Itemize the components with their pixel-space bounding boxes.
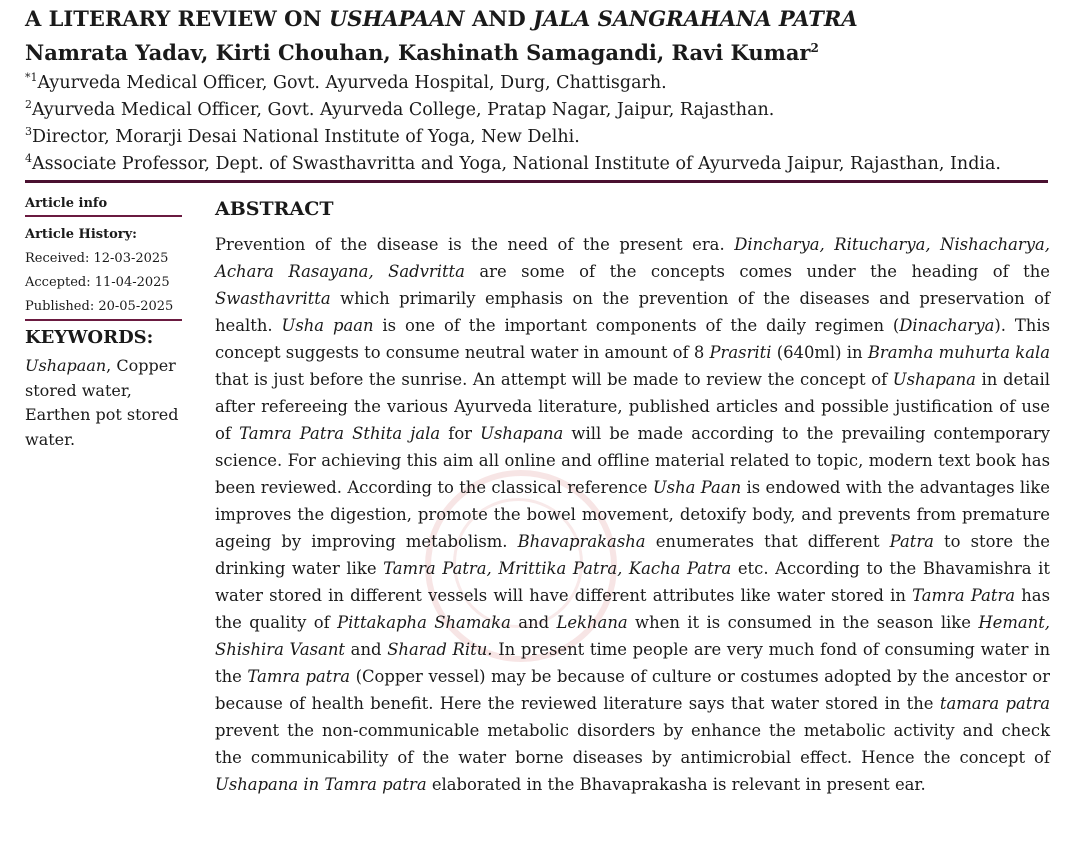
abstract-text: ). This concept suggests to consume neutral water in amount of 8 — [215, 316, 1051, 362]
author-names: Namrata Yadav, Kirti Chouhan, Kashinath Samagandi, Ravi Kumar — [25, 40, 811, 65]
abstract-italic: Prasriti — [709, 343, 772, 362]
abstract-text: and — [344, 640, 388, 659]
abstract-text: are some of the concepts comes under the heading of the — [464, 262, 1050, 281]
affiliation-marker: 2 — [25, 98, 32, 111]
affiliation-text: Associate Professor, Dept. of Swasthavritta and Yoga, National Institute of Ayurveda Jaipur, Rajasthan, India. — [32, 153, 1001, 174]
affiliation-3 — [25, 125, 580, 147]
abstract-text: enumerates that different — [645, 532, 890, 551]
author-superscript: 2 — [810, 41, 819, 55]
abstract-italic: Usha paan — [281, 316, 374, 335]
abstract-italic: Hemant, Shishira Vasant — [215, 613, 1051, 659]
abstract-italic: tamara patra — [939, 694, 1050, 713]
affiliation-text: Director, Morarji Desai National Institute of Yoga, New Delhi. — [32, 126, 580, 147]
abstract-text: and — [510, 613, 557, 632]
abstract-italic: Tamra Patra, Mrittika Patra, Kacha Patra — [383, 559, 732, 578]
abstract-italic: Pittakapha Shamaka — [337, 613, 511, 632]
abstract-body — [215, 231, 1050, 798]
affiliation-2 — [25, 98, 774, 120]
title-text: A LITERARY REVIEW ON — [25, 6, 329, 31]
accepted-date — [25, 271, 182, 295]
abstract-italic: Usha Paan — [652, 478, 742, 497]
affiliation-marker: *1 — [25, 71, 38, 84]
sidebar-divider — [25, 319, 182, 321]
abstract-text: is one of the important components of the daily regimen ( — [373, 316, 900, 335]
abstract-text: (640ml) in — [771, 343, 868, 362]
accepted-value: 11-04-2025 — [94, 275, 170, 290]
affiliation-text: Ayurveda Medical Officer, Govt. Ayurveda Hospital, Durg, Chattisgarh. — [37, 72, 667, 93]
received-value: 12-03-2025 — [93, 251, 169, 266]
abstract-text: when it is consumed in the season like — [627, 613, 979, 632]
abstract-italic: Ushapana — [892, 370, 976, 389]
article-history-label — [25, 223, 182, 247]
affiliation-4 — [25, 152, 1001, 174]
keyword-ushapaan: Ushapaan — [25, 356, 107, 375]
keywords-rest: , Copper stored water, Earthen pot stored water. — [25, 356, 179, 449]
abstract-italic: Tamra patra — [247, 667, 351, 686]
abstract-text: Prevention of the disease is the need of the present era. — [215, 235, 735, 254]
paper-title — [25, 6, 858, 31]
title-text-and: AND — [464, 6, 533, 31]
abstract-text: will be made according to the prevailing contemporary science. For achieving this aim all online and offline material related to topic, modern text book has been reviewed. According to the classical reference — [215, 424, 1050, 497]
header-divider — [25, 180, 1048, 183]
abstract-italic: Dinacharya — [899, 316, 995, 335]
accepted-label: Accepted: — [25, 275, 91, 290]
abstract-text: etc. According to the Bhavamishra it water stored in different vessels will have different attributes like water stored in — [215, 559, 1050, 605]
affiliation-text: Ayurveda Medical Officer, Govt. Ayurveda College, Pratap Nagar, Jaipur, Rajasthan. — [32, 99, 775, 120]
abstract-text: is endowed with the advantages like improves the digestion, promote the bowel movement, detoxify body, and prevents from premature ageing by improving metabolism. — [215, 478, 1050, 551]
sidebar-divider — [25, 215, 182, 217]
abstract-text: for — [440, 424, 481, 443]
affiliation-1 — [25, 71, 667, 93]
abstract-italic: Tamra Patra Sthita jala — [239, 424, 441, 443]
published-value: 20-05-2025 — [98, 299, 174, 314]
published-label: Published: — [25, 299, 95, 314]
abstract-italic: Tamra Patra — [912, 586, 1016, 605]
abstract-italic: Ushapana — [480, 424, 564, 443]
affiliation-marker: 3 — [25, 125, 32, 138]
abstract-italic: Patra — [889, 532, 934, 551]
abstract-italic: Ushapana in Tamra patra — [215, 775, 427, 794]
abstract-italic: Bhavaprakasha — [517, 532, 646, 551]
abstract-italic: Sharad Ritu. — [387, 640, 493, 659]
author-list — [25, 40, 819, 65]
keywords-heading: KEYWORDS: — [25, 327, 154, 348]
abstract-text: prevent the non-communicable metabolic disorders by enhance the metabolic activity and check the communicability of the water borne diseases by antimicrobial effect. Hence the concept of — [215, 721, 1050, 767]
abstract-text: which primarily emphasis on the prevention of the diseases and preservation of health. — [215, 289, 1050, 335]
abstract-italic: Lekhana — [556, 613, 628, 632]
title-italic-ushapaan: USHAPAAN — [328, 6, 465, 31]
abstract-text: in detail after refereeing the various Ayurveda literature, published articles and possible justification of use of — [215, 370, 1050, 443]
received-label: Received: — [25, 251, 90, 266]
abstract-text: to store the drinking water like — [215, 532, 1050, 578]
abstract-text: elaborated in the Bhavaprakasha is relevant in present ear. — [426, 775, 926, 794]
article-info-sidebar — [25, 196, 182, 452]
article-info-heading: Article info — [25, 196, 108, 211]
abstract-heading: ABSTRACT — [215, 198, 334, 220]
affiliation-marker: 4 — [25, 152, 32, 165]
history-label-text: Article History: — [25, 227, 137, 242]
received-date — [25, 247, 182, 271]
title-italic-jala: JALA SANGRAHANA PATRA — [532, 6, 858, 31]
abstract-italic: Swasthavritta — [215, 289, 331, 308]
abstract-text: has the quality of — [215, 586, 1050, 632]
abstract-text: (Copper vessel) may be because of culture or costumes adopted by the ancestor or because of health benefit. Here the reviewed literature says that water stored in the — [215, 667, 1051, 713]
published-date — [25, 295, 182, 319]
abstract-italic: Dincharya, Ritucharya, Nishacharya, Achara Rasayana, Sadvritta — [215, 235, 1051, 281]
abstract-text: In present time people are very much fond of consuming water in the — [215, 640, 1050, 686]
abstract-italic: Bramha muhurta kala — [867, 343, 1050, 362]
abstract-text: that is just before the sunrise. An attempt will be made to review the concept of — [215, 370, 893, 389]
keywords-list — [25, 354, 182, 452]
